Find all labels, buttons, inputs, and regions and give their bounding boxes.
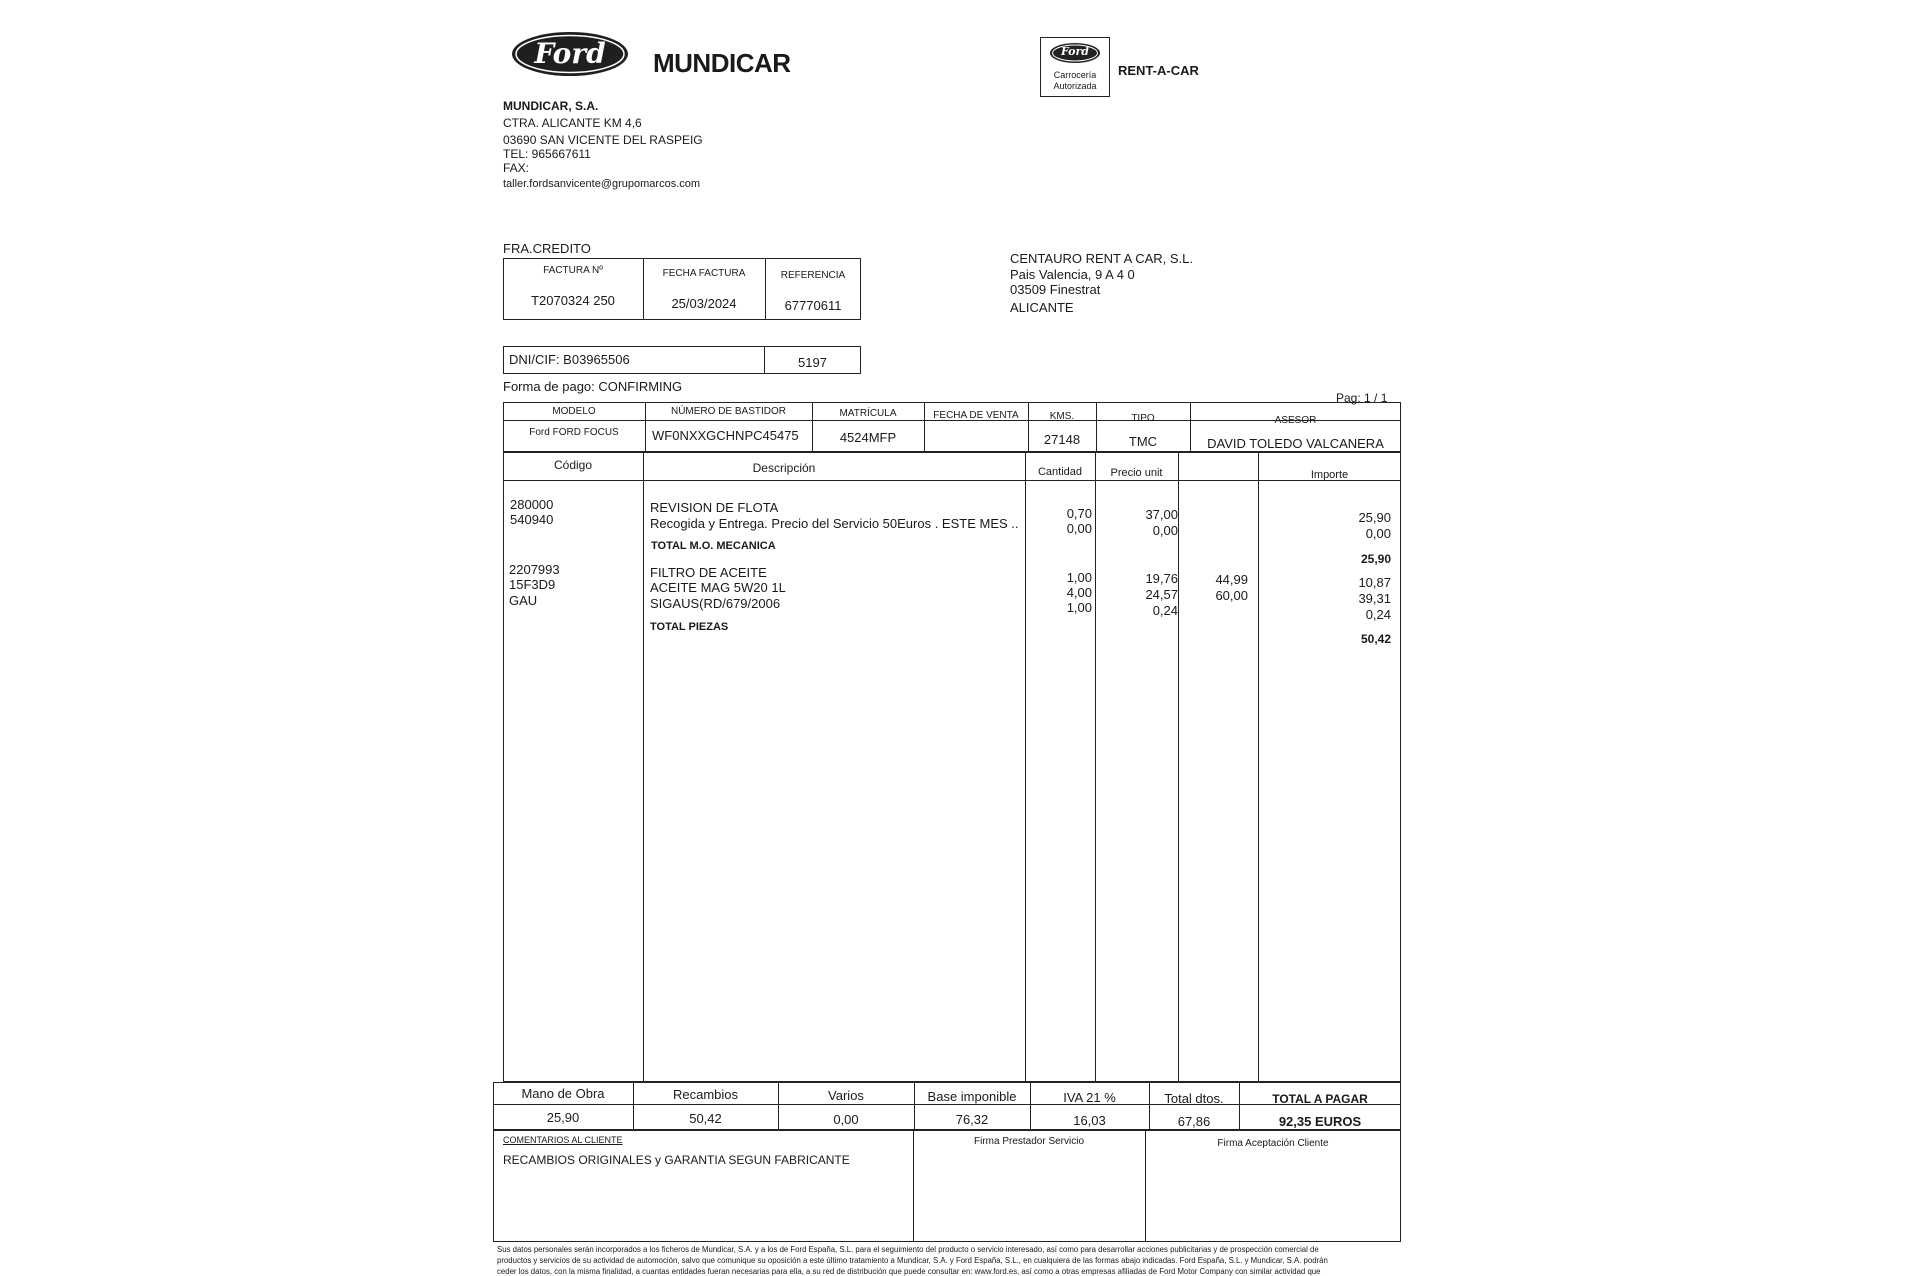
sign-provider: Firma Prestador Servicio [973,1136,1085,1147]
ford-logo-text: Ford [534,37,606,70]
legal-text-line1: Sus datos personales serán incorporados a los ficheros de Mundicar, S.A. y a los de Ford España, S.L. para el seguimiento del producto o servicio interesado, así como para desarrollar acciones publicitarias y de prospección comercial de [497,1245,1319,1254]
amount-header: Importe [1310,469,1349,481]
issuer-address2: 03690 SAN VICENTE DEL RASPEIG [503,133,703,147]
sign-client: Firma Aceptación Cliente [1217,1138,1329,1149]
issuer-tel: TEL: 965667611 [503,147,591,161]
line-code: 2207993 [509,562,560,577]
line-description: FILTRO DE ACEITE [650,565,767,580]
carroceria-badge [1040,37,1110,97]
line-unit-price: 24,57 [1145,587,1178,602]
group-total-amount: 25,90 [1360,552,1391,566]
issuer-email: taller.fordsanvicente@grupomarcos.com [503,178,701,190]
parts-total: 50,42 [689,1111,722,1126]
line-description: REVISION DE FLOTA [650,500,779,515]
unit-price-header: Precio unit [1110,467,1163,479]
labor-label: Mano de Obra [521,1086,605,1101]
badge-logo-text: Ford [1060,45,1090,58]
vehicle-model: Ford FORD FOCUS [529,427,619,438]
invoice-reference-label: REFERENCIA [780,270,846,281]
issuer-address1: CTRA. ALICANTE KM 4,6 [503,116,642,130]
line-qty: 1,00 [1066,570,1092,585]
client-city: ALICANTE [1010,300,1074,315]
line-qty: 4,00 [1066,585,1092,600]
plate-label: MATRÍCULA [839,408,897,419]
client-name: CENTAURO RENT A CAR, S.L. [1010,251,1194,266]
code-header: Código [553,458,593,472]
line-amount: 0,00 [1365,526,1391,541]
line-code: GAU [509,593,538,608]
comments-label: COMENTARIOS AL CLIENTE [503,1135,623,1145]
vehicle-vin: WF0NXXGCHNPC45475 [652,428,799,443]
group-total-label: TOTAL PIEZAS [650,621,729,633]
type-label: TIPO [1131,413,1155,424]
line-code: 280000 [510,497,554,512]
line-unit-price: 0,00 [1152,523,1178,538]
total-disc-total: 67,86 [1177,1114,1211,1129]
dni-cif: DNI/CIF: B03965506 [509,352,630,367]
line-code: 15F3D9 [509,577,556,592]
line-unit-price: 19,76 [1145,571,1178,586]
vat-total: 16,03 [1073,1113,1106,1128]
ford-logo [510,30,630,78]
client-address1: Pais Valencia, 9 A 4 0 [1010,267,1135,282]
invoice-number: T2070324 250 [531,293,615,308]
vehicle-type: TMC [1128,434,1158,449]
line-description: ACEITE MAG 5W20 1L [650,580,786,595]
base-total: 76,32 [955,1112,989,1127]
line-discount: 60,00 [1215,588,1248,603]
page-number: Pag: 1 / 1 [1336,391,1388,405]
advisor-label: ASESOR [1274,415,1317,426]
badge-line2: Autorizada [1053,81,1097,91]
comments-text: RECAMBIOS ORIGINALES y GARANTIA SEGUN FABRICANTE [503,1153,850,1167]
line-qty: 0,00 [1066,521,1092,536]
invoice-number-label: FACTURA Nº [543,265,603,276]
line-discount: 44,99 [1215,572,1248,587]
line-amount: 10,87 [1358,575,1391,590]
line-code: 540940 [510,512,554,527]
amount-to-pay: 92,35 EUROS [1278,1114,1362,1129]
vehicle-plate: 4524MFP [839,430,897,445]
description-header: Descripción [752,461,816,475]
client-code: 5197 [798,355,827,370]
line-amount: 39,31 [1358,591,1391,606]
invoice-reference: 67770611 [784,298,842,313]
invoice-date-label: FECHA FACTURA [662,268,746,279]
issuer-fax: FAX: [503,161,530,175]
parts-label: Recambios [672,1087,739,1102]
vat-label: IVA 21 % [1063,1090,1116,1105]
vehicle-kms: 27148 [1043,432,1081,447]
line-description: SIGAUS(RD/679/2006 [650,596,781,611]
qty-header: Cantidad [1037,466,1083,478]
labor-total: 25,90 [546,1110,580,1125]
rent-a-car: RENT-A-CAR [1118,63,1199,78]
line-description: Recogida y Entrega. Precio del Servicio 50Euros . ESTE MES .. [650,516,1019,531]
vehicle-advisor: DAVID TOLEDO VALCANERA [1207,436,1384,451]
group-total-amount: 50,42 [1360,632,1391,646]
model-label: MODELO [552,406,596,417]
line-unit-price: 0,24 [1152,603,1178,618]
misc-label: Varios [828,1088,864,1103]
to-pay-label: TOTAL A PAGAR [1272,1092,1368,1106]
legal-text-line2: productos y servicios de su actividad de automoción, salvo que comunique su oposición a este último tratamiento a Mundicar, S.A. y Ford España, S.L., en cualquiera de las formas abajo indicadas. Ford España, S.L. y Mundicar, S.A. podrán [497,1256,1328,1265]
invoice-type: FRA.CREDITO [503,241,591,256]
misc-total: 0,00 [833,1112,859,1127]
sale-date-label: FECHA DE VENTA [933,410,1019,421]
payment-method: Forma de pago: CONFIRMING [503,379,683,394]
line-qty: 0,70 [1066,506,1092,521]
kms-label: KMS. [1049,411,1075,422]
badge-line1: Carrocería [1053,70,1097,80]
invoice-date: 25/03/2024 [671,296,737,311]
line-amount: 25,90 [1358,510,1391,525]
lines-table [503,452,1401,1082]
line-unit-price: 37,00 [1145,507,1178,522]
line-amount: 0,24 [1365,607,1391,622]
company-brand: MUNDICAR [653,48,791,78]
group-total-label: TOTAL M.O. MECANICA [651,540,776,552]
line-qty: 1,00 [1066,600,1092,615]
issuer-name: MUNDICAR, S.A. [503,99,599,113]
base-label: Base imponible [927,1089,1017,1104]
total-disc-label: Total dtos. [1164,1091,1224,1106]
client-address2: 03509 Finestrat [1010,282,1101,297]
legal-text-line3: ceder los datos, con la misma finalidad, a cuantas entidades fueran necesarias para ella, a su red de distribución que puede consultar en: www.ford.es, así como a otras empresas afiliadas de Ford Motor Company con similar actividad que [497,1267,1321,1276]
vin-label: NÚMERO DE BASTIDOR [670,406,786,417]
